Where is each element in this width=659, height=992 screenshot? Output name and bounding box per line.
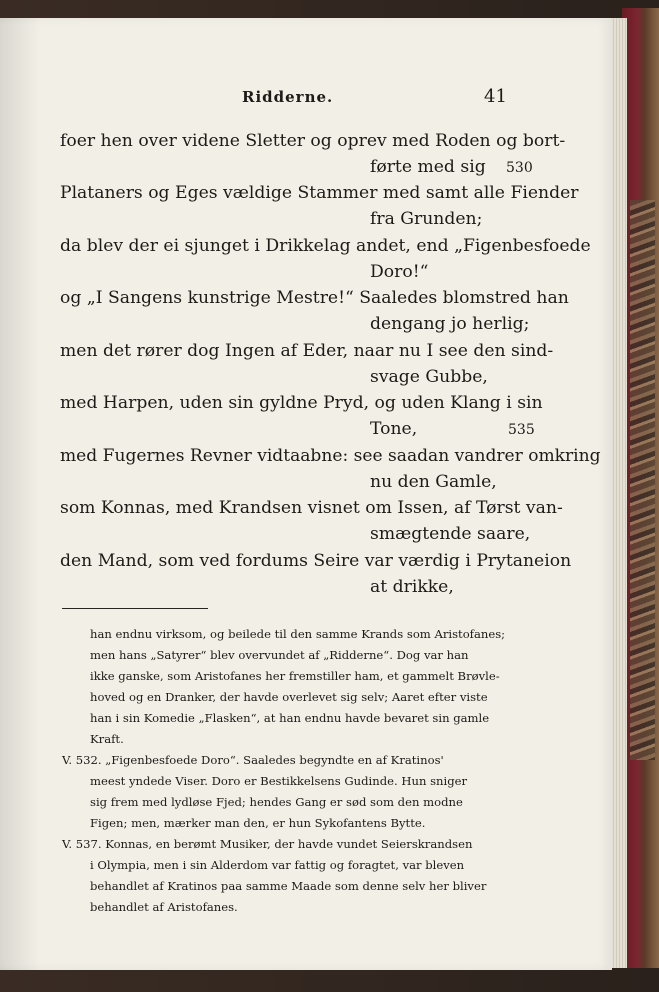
footnote-entry-537: V. 537. Konnas, en berømt Musiker, der havde vundet Seierskrandsen bbox=[62, 837, 473, 851]
verse-line-continuation: nu den Gamle, bbox=[370, 472, 497, 492]
verse-line-continuation: fra Grunden; bbox=[370, 209, 483, 229]
verse-line: og „I Sangens kunstrige Mestre!“ Saaledes blomstred han bbox=[60, 288, 569, 308]
line-number: 530 bbox=[506, 160, 533, 176]
page-number: 41 bbox=[484, 86, 507, 107]
verse-line-continuation: Doro!“ bbox=[370, 262, 429, 282]
line-number: 535 bbox=[508, 422, 535, 438]
verse-line: foer hen over videne Sletter og oprev med Roden og bort- bbox=[60, 131, 566, 151]
marbled-endpaper bbox=[630, 200, 655, 760]
verse-line: da blev der ei sjunget i Drikkelag andet, end „Figenbesfoede bbox=[60, 236, 591, 256]
footnote-line: Kraft. bbox=[90, 732, 124, 746]
running-header-title: Ridderne. bbox=[242, 88, 334, 106]
verse-line-continuation: Tone, bbox=[370, 419, 418, 439]
footnote-entry-532: V. 532. „Figenbesfoede Doro“. Saaledes begyndte en af Kratinos' bbox=[62, 753, 444, 767]
verse-line-continuation: at drikke, bbox=[370, 577, 454, 597]
verse-line: som Konnas, med Krandsen visnet om Issen, af Tørst van- bbox=[60, 498, 563, 518]
verse-line: den Mand, som ved fordums Seire var værdig i Prytaneion bbox=[60, 551, 572, 571]
footnote-line: han i sin Komedie „Flasken“, at han endnu havde bevaret sin gamle bbox=[90, 711, 490, 725]
verse-line: med Fugernes Revner vidtaabne: see saadan vandrer omkring bbox=[60, 446, 601, 466]
footnote-line: behandlet af Kratinos paa samme Maade som denne selv her bliver bbox=[90, 879, 487, 893]
verse-line: med Harpen, uden sin gyldne Pryd, og uden Klang i sin bbox=[60, 393, 543, 413]
verse-line: Plataners og Eges vældige Stammer med samt alle Fiender bbox=[60, 183, 579, 203]
gutter-shadow bbox=[0, 18, 40, 970]
verse-line-continuation: svage Gubbe, bbox=[370, 367, 488, 387]
footnote-separator bbox=[62, 608, 208, 609]
footnote-line: i Olympia, men i sin Alderdom var fattig og foragtet, var bleven bbox=[90, 858, 465, 872]
footnote-line: hoved og en Dranker, der havde overlevet sig selv; Aaret efter viste bbox=[90, 690, 488, 704]
verse-line-continuation: førte med sig bbox=[370, 157, 486, 177]
footnote-line: behandlet af Aristofanes. bbox=[90, 900, 238, 914]
footnote-line: Figen; men, mærker man den, er hun Sykofantens Bytte. bbox=[90, 816, 426, 830]
footnote-line: sig frem med lydløse Fjed; hendes Gang er sød som den modne bbox=[90, 795, 463, 809]
footnote-line: meest yndede Viser. Doro er Bestikkelsens Gudinde. Hun sniger bbox=[90, 774, 468, 788]
verse-line-continuation: smægtende saare, bbox=[370, 524, 531, 544]
verse-line-continuation: dengang jo herlig; bbox=[370, 314, 530, 334]
footnote-line: han endnu virksom, og beilede til den samme Krands som Aristofanes; bbox=[90, 627, 506, 641]
footnote-line: ikke ganske, som Aristofanes her fremstiller ham, et gammelt Brøvle- bbox=[90, 669, 500, 683]
footnote-line: men hans „Satyrer“ blev overvundet af „Ridderne“. Dog var han bbox=[90, 648, 469, 662]
verse-line: men det rører dog Ingen af Eder, naar nu I see den sind- bbox=[60, 341, 554, 361]
